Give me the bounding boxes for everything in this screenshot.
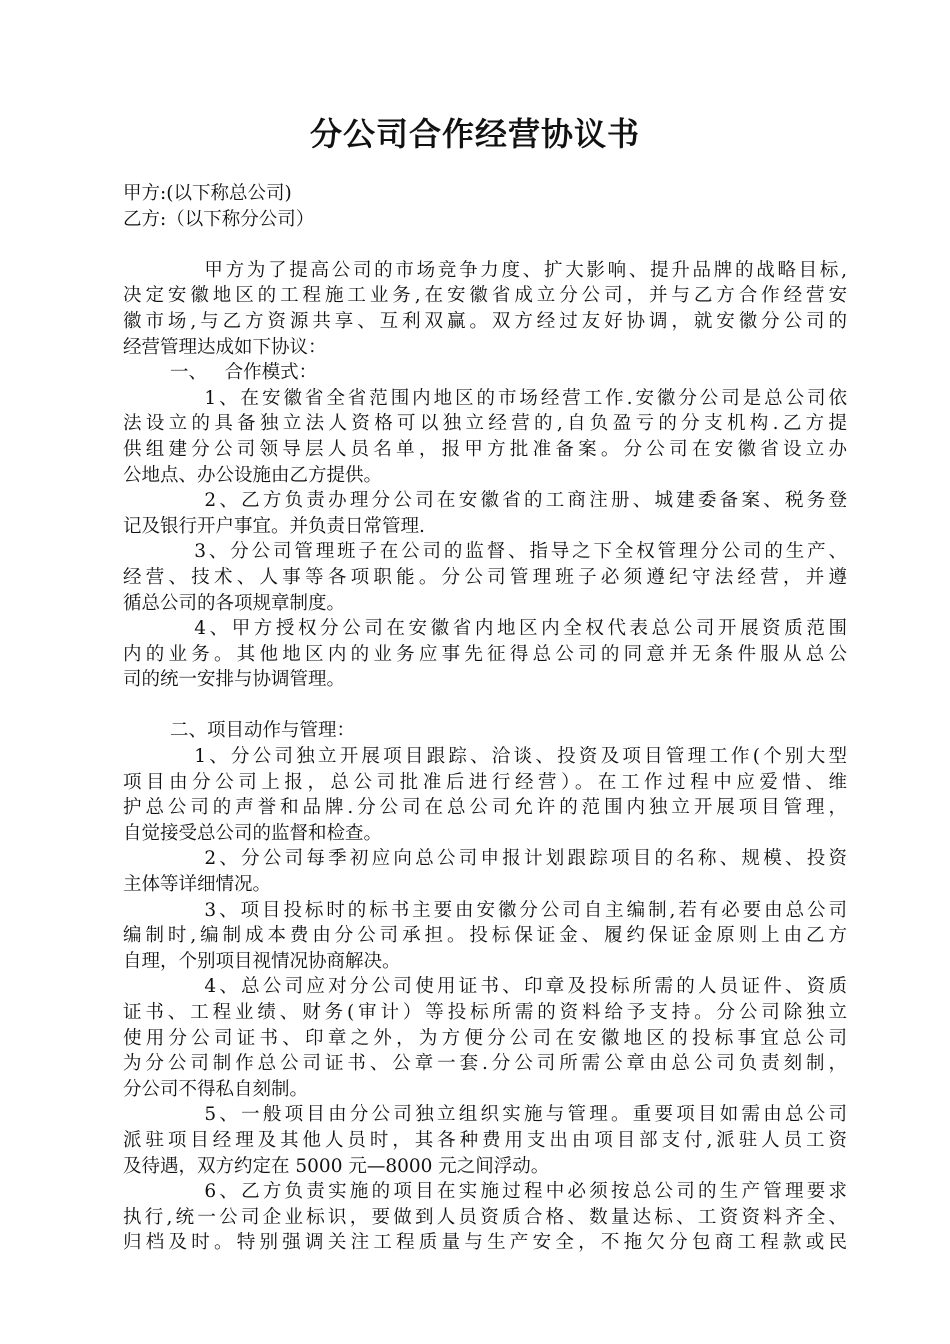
text-line: 供组建分公司领导层人员名单，报甲方批准备案。分公司在安徽省设立办 xyxy=(123,438,847,460)
text-line: 2、乙方负责办理分公司在安徽省的工商注册、城建委备案、税务登 xyxy=(204,490,847,512)
text-line: 项目由分公司上报，总公司批准后进行经营）。在工作过程中应爱惜、维 xyxy=(123,771,847,793)
agreement-text xyxy=(123,232,847,1256)
text-line: 循总公司的各项规章制度。 xyxy=(123,592,346,614)
party-a-line: 甲方:(以下称总公司) xyxy=(123,183,292,204)
text-line: 记及银行开户事宜。并负责日常管理. xyxy=(123,515,425,537)
document-title: 分公司合作经营协议书 xyxy=(309,115,640,153)
text-line: 内的业务。其他地区内的业务应事先征得总公司的同意并无条件服从总公 xyxy=(123,643,847,665)
text-line: 1、分公司独立开展项目跟踪、洽谈、投资及项目管理工作(个别大型 xyxy=(194,746,847,768)
text-line: 执行,统一公司企业标识，要做到人员资质合格、数量达标、工资资料齐全、 xyxy=(123,1206,847,1228)
text-line: 法设立的具备独立法人资格可以独立经营的,自负盈亏的分支机构.乙方提 xyxy=(123,413,847,435)
text-line: 编制时,编制成本费由分公司承担。投标保证金、履约保证金原则上由乙方 xyxy=(123,925,847,947)
text-line: 甲方为了提高公司的市场竞争力度、扩大影响、提升品牌的战略目标, xyxy=(204,259,847,281)
text-line: 4、甲方授权分公司在安徽省内地区内全权代表总公司开展资质范围 xyxy=(194,618,847,640)
text-line: 归档及时。特别强调关注工程质量与生产安全，不拖欠分包商工程款或民 xyxy=(123,1232,847,1254)
text-line: 6、乙方负责实施的项目在实施过程中必须按总公司的生产管理要求 xyxy=(204,1181,847,1203)
text-line: 使用分公司证书、印章之外，为方便分公司在安徽地区的投标事宜总公司 xyxy=(123,1027,847,1049)
text-line: 及待遇，双方约定在 5000 元—8000 元之间浮动。 xyxy=(123,1155,550,1177)
text-line: 5、一般项目由分公司独立组织实施与管理。重要项目如需由总公司 xyxy=(204,1104,847,1126)
text-line: 公地点、办公设施由乙方提供。 xyxy=(123,464,383,486)
text-line: 主体等详细情况。 xyxy=(123,874,272,896)
text-line: 1、在安徽省全省范围内地区的市场经营工作.安徽分公司是总公司依 xyxy=(204,387,847,409)
text-line: 证书、工程业绩、财务(审计）等投标所需的资料给予支持。分公司除独立 xyxy=(123,1002,847,1023)
text-line: 分公司不得私自刻制。 xyxy=(123,1078,309,1100)
text-line: 2、分公司每季初应向总公司申报计划跟踪项目的名称、规模、投资 xyxy=(204,848,847,870)
text-line: 自觉接受总公司的监督和检查。 xyxy=(123,822,383,844)
document-body xyxy=(123,181,847,1256)
text-line: 经营、技术、人事等各项职能。分公司管理班子必须遵纪守法经营，并遵 xyxy=(123,566,847,588)
party-b-line: 乙方:（以下称分公司） xyxy=(123,208,315,230)
text-line: 3、项目投标时的标书主要由安徽分公司自主编制,若有必要由总公司 xyxy=(204,899,847,921)
text-line: 为分公司制作总公司证书、公章一套.分公司所需公章由总公司负责刻制， xyxy=(123,1053,847,1075)
text-line: 二、项目动作与管理： xyxy=(123,720,356,742)
text-line: 自理，个别项目视情况协商解决。 xyxy=(123,950,401,972)
text-line: 司的统一安排与协调管理。 xyxy=(123,669,346,691)
blank-line xyxy=(123,232,847,258)
text-line: 护总公司的声誉和品牌.分公司在总公司允许的范围内独立开展项目管理， xyxy=(123,797,847,819)
text-line: 经营管理达成如下协议： xyxy=(123,336,327,358)
text-line: 4、总公司应对分公司使用证书、印章及投标所需的人员证件、资质 xyxy=(204,976,847,998)
text-line: 3、分公司管理班子在公司的监督、指导之下全权管理分公司的生产、 xyxy=(194,541,847,563)
text-line: 一、 合作模式： xyxy=(123,362,318,384)
text-line: 决定安徽地区的工程施工业务,在安徽省成立分公司，并与乙方合作经营安 xyxy=(123,285,847,307)
text-line: 派驻项目经理及其他人员时，其各种费用支出由项目部支付,派驻人员工资 xyxy=(123,1129,847,1151)
text-line: 徽市场,与乙方资源共享、互利双赢。双方经过友好协调，就安徽分公司的 xyxy=(123,310,847,332)
blank-line xyxy=(123,693,847,719)
